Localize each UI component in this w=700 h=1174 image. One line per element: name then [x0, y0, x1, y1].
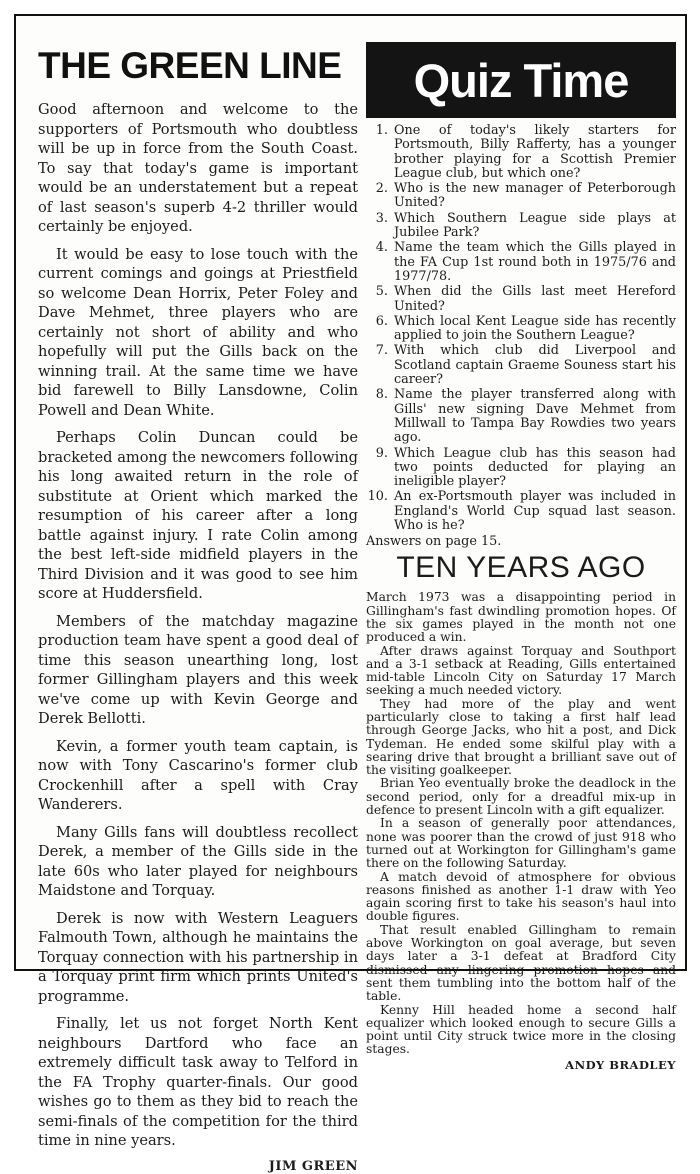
- green-line-paragraph: Members of the matchday magazine production team have spent a good deal of time this season unearthing long, lost former Gillingham players and this week we've come up with Kevin George and Derek Bellotti.: [38, 612, 358, 727]
- ten-years-ago-body: [366, 591, 676, 1056]
- green-line-column: [38, 46, 358, 1174]
- ten-years-byline: ANDY BRADLEY: [565, 1057, 676, 1072]
- quiz-question-text: Which local Kent League side has recently applied to join the Southern League?: [394, 313, 676, 344]
- quiz-question-text: With which club did Liverpool and Scotland captain Graeme Souness start his career?: [394, 343, 676, 388]
- green-line-paragraph: Perhaps Colin Duncan could be bracketed among the newcomers following his long awaited return in the role of substitute at Orient which marked the resumption of his career after a long battle against injury. I rate Colin among the best left-side midfield players in the Third Division and it was good to see him score at Huddersfield.: [38, 429, 358, 602]
- quiz-question: [366, 182, 676, 211]
- quiz-question-number: 2.: [375, 181, 388, 197]
- quiz-question-text: When did the Gills last meet Hereford United?: [394, 284, 676, 314]
- ten-years-paragraph: They had more of the play and went particularly close to taking a first half lead through George Jacks, who hit a post, and Dick Tydeman. He ended some skilful play with a searing drive that brought a brilliant save out of the visiting goalkeeper.: [366, 696, 676, 778]
- magazine-page: [14, 14, 687, 1174]
- quiz-time-banner: [366, 42, 676, 118]
- quiz-question-text: An ex-Portsmouth player was included in England's World Cup squad last season. Who is he?: [394, 489, 676, 534]
- quiz-question-number: 5.: [375, 284, 388, 300]
- quiz-question: [366, 447, 676, 490]
- green-line-paragraph: Good afternoon and welcome to the supporters of Portsmouth who doubtless will be up in force from the South Coast. To say that today's game is important would be an understatement but a repeat of last season's superb 4-2 thriller would certainly be enjoyed.: [38, 101, 358, 235]
- quiz-question: [366, 490, 676, 533]
- quiz-question: [366, 212, 676, 241]
- green-line-paragraph: Kevin, a former youth team captain, is now with Tony Cascarino's former club Crockenhill after a spell with Cray Wanderers.: [38, 737, 358, 813]
- quiz-question-number: 3.: [375, 210, 388, 226]
- quiz-question-number: 1.: [375, 123, 388, 138]
- green-line-paragraph: Many Gills fans will doubtless recollect Derek, a member of the Gills side in the late 60s who later played for neighbours Maidstone and Torquay.: [38, 823, 358, 899]
- quiz-question-text: Which League club has this season had two points deducted for playing an ineligible player?: [394, 445, 676, 490]
- ten-years-paragraph: Kenny Hill headed home a second half equalizer which looked enough to secure Gills a point until City struck twice more in the closing stages.: [366, 1002, 676, 1057]
- quiz-questions-list: [366, 124, 676, 533]
- quiz-question: [366, 344, 676, 387]
- ten-years-paragraph: March 1973 was a disappointing period in Gillingham's fast dwindling promotion hopes. Of the six games played in the month not one produced a win.: [366, 590, 676, 645]
- ten-years-paragraph: Brian Yeo eventually broke the deadlock in the second period, only for a dreadful mix-up in defence to present Lincoln with a gift equalizer.: [366, 776, 676, 818]
- ten-years-paragraph: That result enabled Gillingham to remain above Workington on goal average, but seven days later a 3-1 defeat at Bradford City dismissed any lingering promotion hopes and sent them tumbling into the bottom half of the table.: [366, 922, 676, 1004]
- quiz-question-number: 8.: [375, 387, 388, 403]
- quiz-question: [366, 315, 676, 344]
- quiz-question-text: Name the team which the Gills played in the FA Cup 1st round both in 1975/76 and 1977/78.: [394, 240, 676, 284]
- quiz-question-text: Name the player transferred along with Gills' new signing Dave Mehmet from Millwall to Tampa Bay Rowdies two years ago.: [394, 387, 676, 446]
- green-line-byline: JIM GREEN: [268, 1158, 358, 1174]
- quiz-question-text: Which Southern League side plays at Jubilee Park?: [394, 210, 676, 241]
- quiz-question-number: 9.: [375, 445, 388, 461]
- quiz-question-number: 4.: [375, 240, 388, 256]
- green-line-title: THE GREEN LINE: [38, 45, 342, 86]
- green-line-paragraph: It would be easy to lose touch with the current comings and goings at Priestfield so welcome Dean Horrix, Peter Foley and Dave Mehmet, three players who are certainly not short of ability and who hopefully will put the Gills back on the winning trail. At the same time we have bid farewell to Billy Lansdowne, Colin Powell and Dean White.: [38, 245, 358, 419]
- quiz-answers-note: Answers on page 15.: [366, 534, 502, 550]
- quiz-question: [366, 388, 676, 445]
- quiz-question: [366, 124, 676, 181]
- ten-years-ago-title: TEN YEARS AGO: [396, 551, 646, 585]
- right-column: [366, 42, 676, 1072]
- ten-years-paragraph: After draws against Torquay and Southport and a 3-1 setback at Reading, Gills entertained mid-table Lincoln City on Saturday 17 March seeking a much needed victory.: [366, 643, 676, 698]
- quiz-question-text: One of today's likely starters for Portsmouth, Billy Rafferty, has a younger brother playing for a Scottish Premier League club, but which one?: [394, 123, 676, 181]
- quiz-question-number: 6.: [375, 313, 388, 329]
- green-line-body: [38, 100, 358, 1151]
- green-line-paragraph: Finally, let us not forget North Kent neighbours Dartford who face an extremely difficult task away to Telford in the FA Trophy quarter-finals. Our good wishes go to them as they bid to reach the semi-finals of the competition for the third time in nine years.: [38, 1015, 358, 1149]
- quiz-question: [366, 285, 676, 314]
- quiz-question-number: 10.: [367, 489, 388, 505]
- quiz-question-text: Who is the new manager of Peterborough United?: [394, 181, 676, 211]
- ten-years-paragraph: A match devoid of atmosphere for obvious reasons finished as another 1-1 draw with Yeo again scoring first to take his season's haul into double figures.: [366, 869, 676, 924]
- green-line-paragraph: Derek is now with Western Leaguers Falmouth Town, although he maintains the Torquay connection with his partnership in a Torquay print firm which prints United's programme.: [38, 909, 358, 1005]
- ten-years-paragraph: In a season of generally poor attendances, none was poorer than the crowd of just 918 who turned out at Workington for Gillingham's game there on the following Saturday.: [366, 816, 676, 871]
- quiz-question-number: 7.: [375, 343, 388, 359]
- quiz-question: [366, 241, 676, 284]
- quiz-time-title: Quiz Time: [413, 53, 629, 107]
